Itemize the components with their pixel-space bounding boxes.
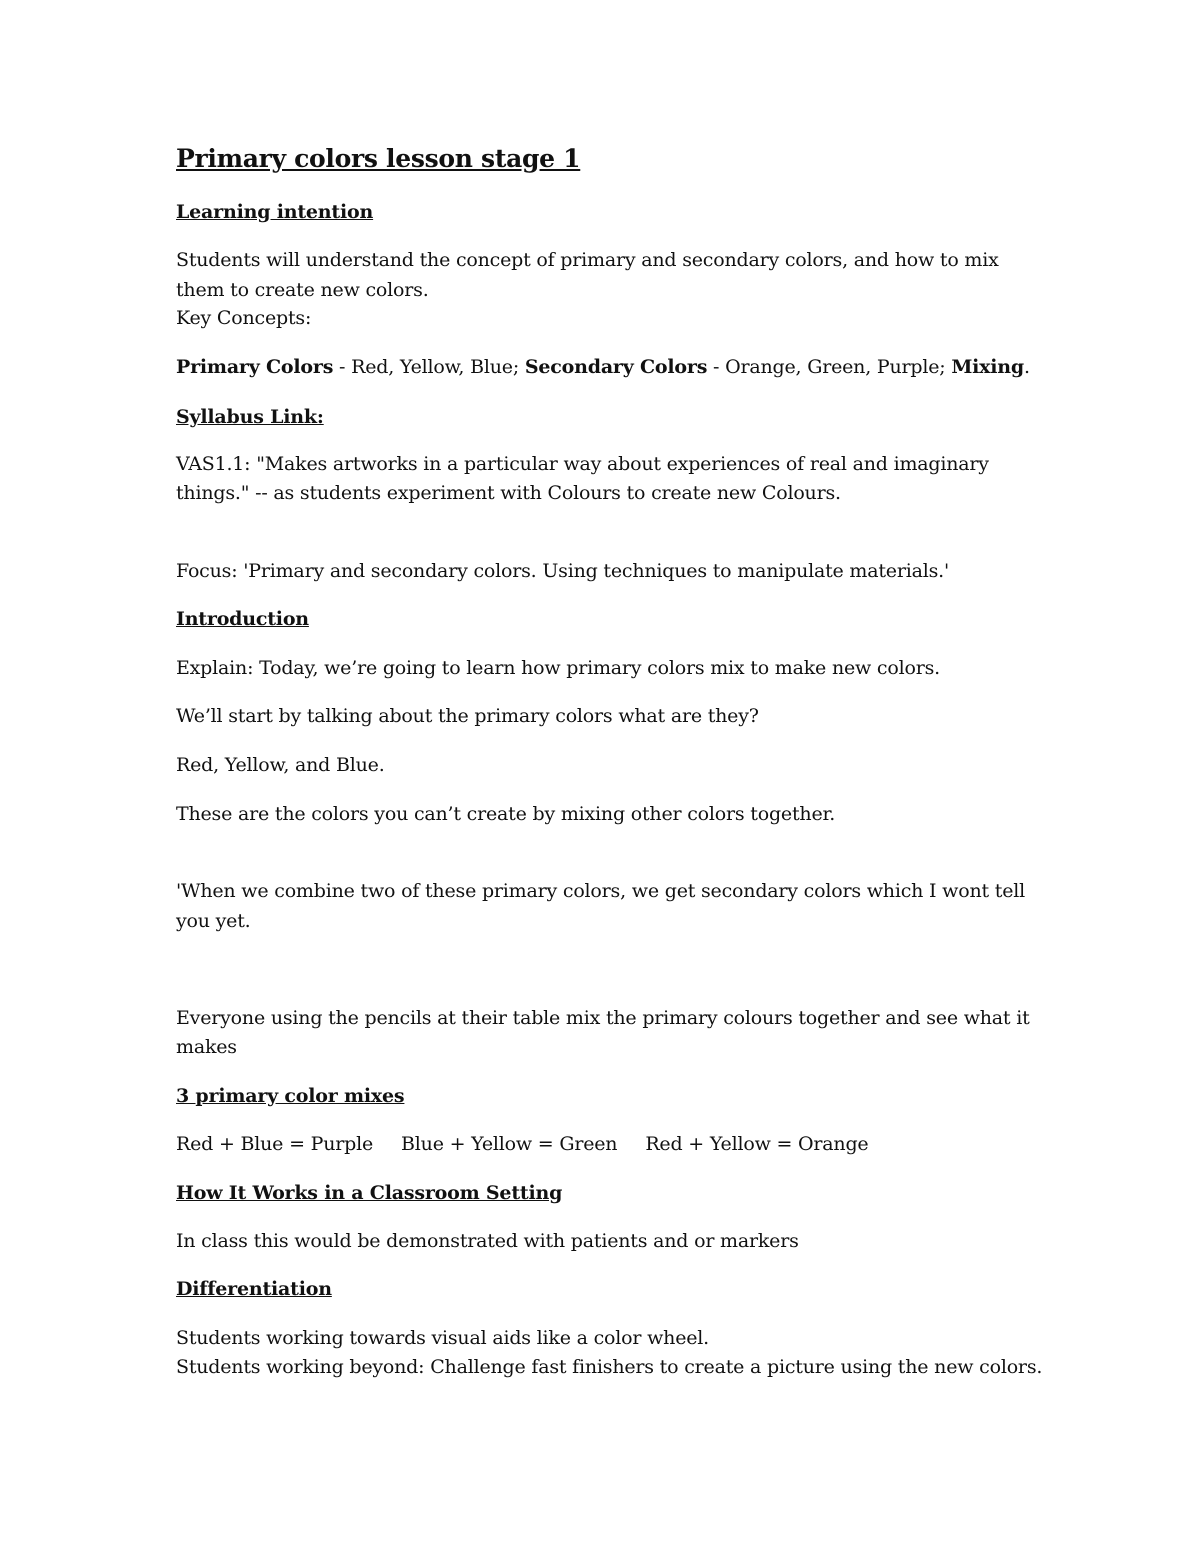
mixes-line bbox=[176, 1130, 896, 1158]
everyone-text-line1: Everyone using the pencils at their table mix the primary colours together and see what it bbox=[176, 1007, 1030, 1029]
syllabus-heading: Syllabus Link: bbox=[176, 406, 324, 428]
mix-red-blue: Red + Blue = Purple bbox=[176, 1133, 374, 1155]
mix-red-yellow: Red + Yellow = Orange bbox=[645, 1133, 869, 1155]
explain-text: Explain: Today, we’re going to learn how primary colors mix to make new colors. bbox=[176, 657, 940, 679]
page-title: Primary colors lesson stage 1 bbox=[176, 144, 581, 173]
secondary-colors-label: Secondary Colors bbox=[524, 356, 708, 378]
differentiation-towards: Students working towards visual aids like a color wheel. bbox=[176, 1327, 710, 1349]
cannot-text: These are the colors you can’t create by mixing other colors together. bbox=[176, 803, 836, 825]
differentiation-beyond: Students working beyond: Challenge fast finishers to create a picture using the new colors. bbox=[176, 1356, 1043, 1378]
classroom-heading: How It Works in a Classroom Setting bbox=[176, 1182, 563, 1204]
answer-text: Red, Yellow, and Blue. bbox=[176, 754, 385, 776]
classroom-text: In class this would be demonstrated with patients and or markers bbox=[176, 1230, 799, 1252]
focus-text: Focus: 'Primary and secondary colors. Using techniques to manipulate materials.' bbox=[176, 560, 950, 582]
syllabus-line2: things." -- as students experiment with Colours to create new Colours. bbox=[176, 482, 841, 504]
learning-intention-heading: Learning intention bbox=[176, 201, 374, 223]
mix-blue-yellow: Blue + Yellow = Green bbox=[401, 1133, 618, 1155]
combine-text-line2: you yet. bbox=[176, 910, 251, 932]
key-concepts-label: Key Concepts: bbox=[176, 307, 312, 329]
start-text: We’ll start by talking about the primary colors what are they? bbox=[176, 705, 759, 727]
concepts-end: . bbox=[1024, 356, 1030, 378]
primary-colors-label: Primary Colors bbox=[176, 356, 334, 378]
mixing-label: Mixing bbox=[951, 356, 1025, 378]
differentiation-heading: Differentiation bbox=[176, 1278, 332, 1300]
combine-text-line1: 'When we combine two of these primary colors, we get secondary colors which I wont tell bbox=[176, 880, 1026, 902]
secondary-colors-values: - Orange, Green, Purple; bbox=[707, 356, 952, 378]
learning-intention-text-line1: Students will understand the concept of primary and secondary colors, and how to mix bbox=[176, 249, 999, 271]
syllabus-line1: VAS1.1: "Makes artworks in a particular way about experiences of real and imaginary bbox=[176, 453, 989, 475]
mixes-heading: 3 primary color mixes bbox=[176, 1085, 405, 1107]
everyone-text-line2: makes bbox=[176, 1036, 237, 1058]
key-concepts-line bbox=[176, 353, 1030, 381]
primary-colors-values: - Red, Yellow, Blue; bbox=[333, 356, 525, 378]
learning-intention-text-line2: them to create new colors. bbox=[176, 279, 429, 301]
introduction-heading: Introduction bbox=[176, 608, 309, 630]
